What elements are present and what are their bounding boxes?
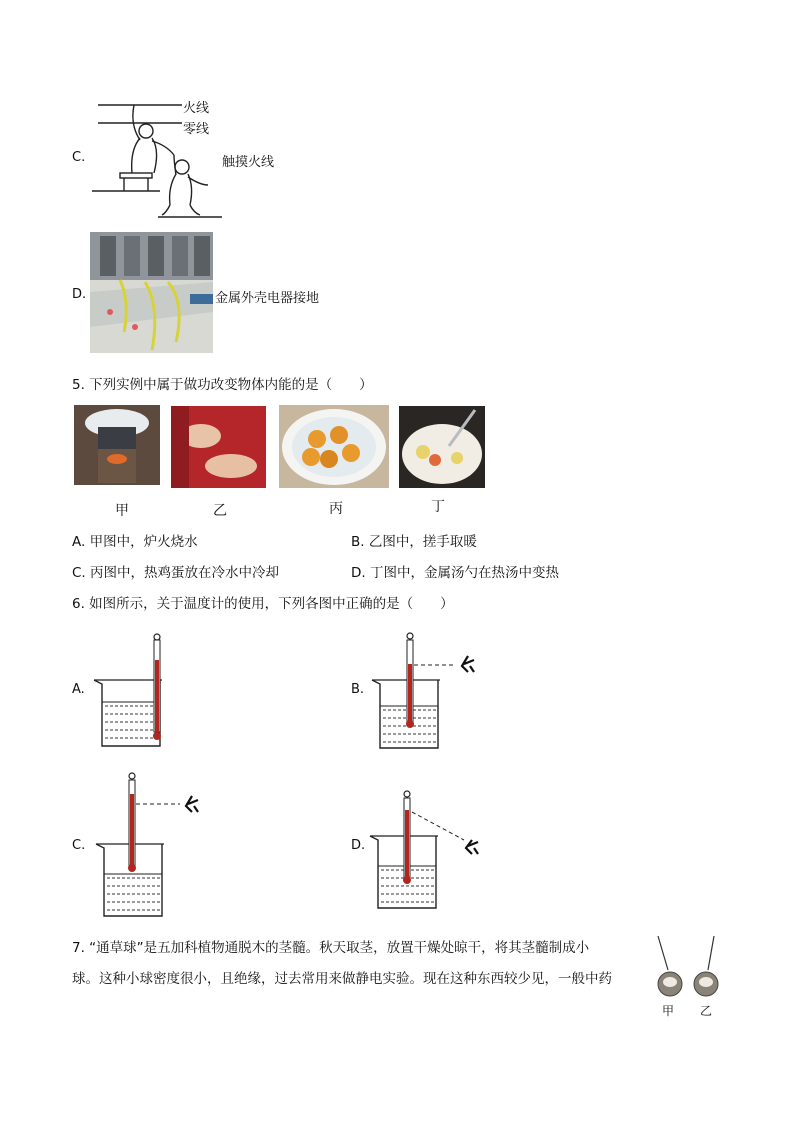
q6-option-a-label: A.	[72, 682, 85, 697]
q6-option-d-label: D.	[351, 838, 366, 853]
q5-choice-a: A. 甲图中，炉火烧水	[72, 534, 198, 550]
thermometer-beaker-d	[368, 786, 488, 912]
thermometer-beaker-b	[370, 628, 485, 752]
option-c-caption: 触摸火线	[222, 155, 275, 170]
q5-stem: 5. 下列实例中属于做功改变物体内能的是（ ）	[72, 377, 373, 393]
q5-choice-b: B. 乙图中，搓手取暖	[351, 534, 477, 550]
option-d-label: D.	[72, 287, 87, 302]
stove-boiling-photo	[74, 405, 160, 485]
q6-option-c-label: C.	[72, 838, 86, 853]
option-c-label: C.	[72, 150, 86, 165]
live-wire-label: 火线	[183, 101, 210, 116]
q6-option-b-label: B.	[351, 682, 365, 697]
rubbing-hands-photo	[171, 406, 266, 488]
caption-ding: 丁	[431, 499, 445, 515]
caption-yi: 乙	[213, 503, 227, 519]
q5-choice-c: C. 丙图中，热鸡蛋放在冷水中冷却	[72, 565, 280, 581]
grounded-appliance-photo	[90, 232, 213, 353]
eggs-cold-water-photo	[279, 405, 389, 488]
option-d-caption: 金属外壳电器接地	[215, 291, 320, 306]
caption-bing: 丙	[329, 501, 343, 517]
q7-line-1: 7. “通草球”是五加科植物通脱木的茎髓。秋天取茎，放置干燥处晾干，将其茎髓制成小	[72, 940, 590, 956]
neutral-wire-label: 零线	[183, 122, 210, 137]
ball-label-yi: 乙	[700, 1004, 713, 1018]
caption-jia: 甲	[115, 503, 129, 519]
ball-label-jia: 甲	[662, 1004, 675, 1018]
q7-line-2: 球。这种小球密度很小，且绝缘，过去常用来做静电实验。现在这种东西较少见，一般中药	[72, 971, 612, 987]
spoon-hot-soup-photo	[399, 406, 485, 488]
pith-balls-figure	[650, 930, 725, 1005]
thermometer-beaker-c	[94, 768, 209, 920]
q6-stem: 6. 如图所示，关于温度计的使用，下列各图中正确的是（ ）	[72, 596, 454, 612]
thermometer-beaker-a	[92, 630, 172, 750]
q5-choice-d: D. 丁图中，金属汤勺在热汤中变热	[351, 565, 559, 581]
